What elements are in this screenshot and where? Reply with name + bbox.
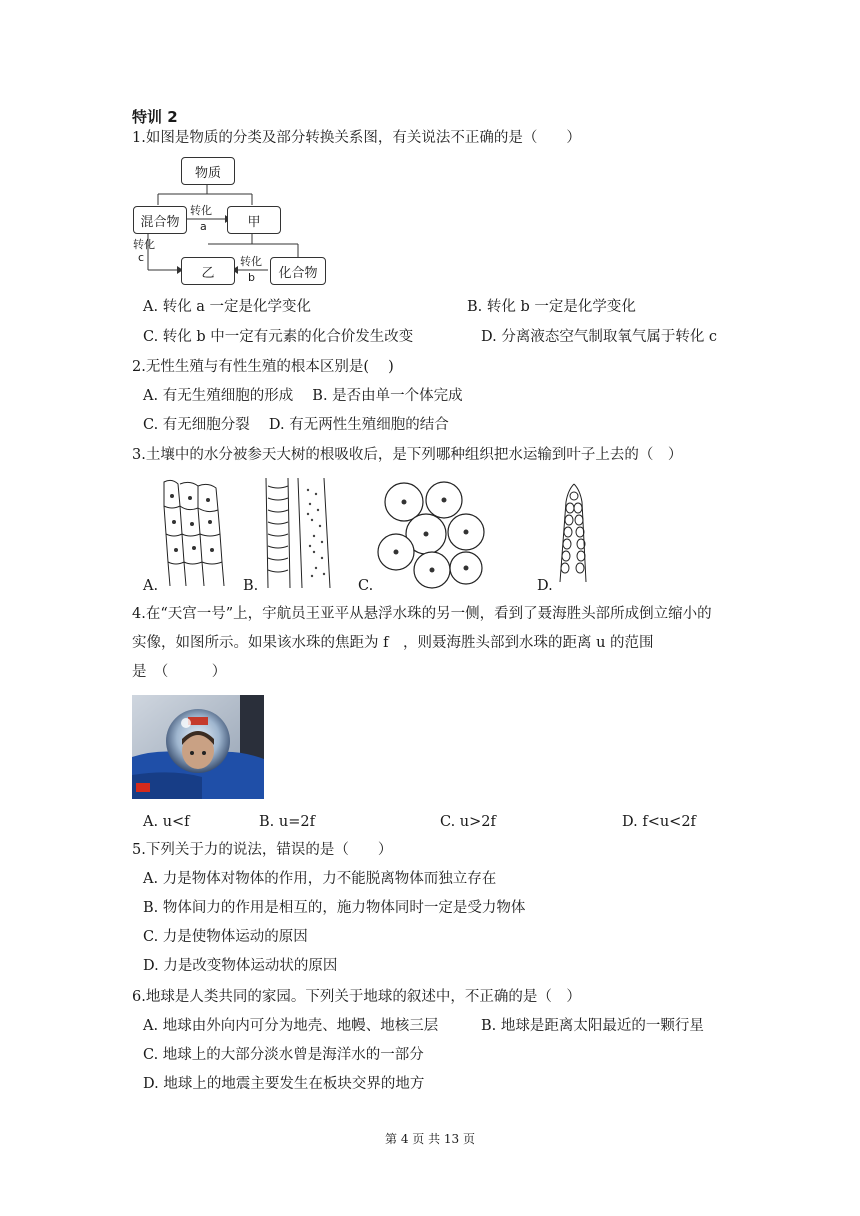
q3-option-b: B. [243,578,259,594]
label-b: b [248,271,255,284]
node-huahewu: 化合物 [270,257,326,285]
label-zhuanhua-c: 转化 [133,238,155,251]
tissue-figure-d [556,482,592,588]
q3-stem: 3.土壤中的水分被参天大树的根吸收后，是下列哪种组织把水运输到叶子上去的（ ） [132,447,683,463]
q6-option-d: D. 地球上的地震主要发生在板块交界的地方 [143,1076,425,1092]
tissue-figure-a [158,478,230,590]
q5-stem: 5.下列关于力的说法，错误的是（ ） [132,842,393,858]
label-zhuanhua-a: 转化 [190,204,212,217]
node-hunhewu: 混合物 [133,206,187,234]
page-footer: 第 4 页 共 13 页 [385,1132,475,1146]
q6-option-c: C. 地球上的大部分淡水曾是海洋水的一部分 [143,1047,424,1063]
q5-option-a: A. 力是物体对物体的作用，力不能脱离物体而独立存在 [143,871,497,887]
q5-option-b: B. 物体间力的作用是相互的，施力物体同时一定是受力物体 [143,900,526,916]
water-droplet-photo [132,695,264,799]
q5-option-d: D. 力是改变物体运动状的原因 [143,958,338,974]
q5-option-c: C. 力是使物体运动的原因 [143,929,308,945]
label-zhuanhua-b: 转化 [240,255,262,268]
q6-stem: 6.地球是人类共同的家园。下列关于地球的叙述中，不正确的是（ ） [132,989,581,1005]
label-c: c [138,251,145,264]
q1-option-a: A. 转化 a 一定是化学变化 [143,299,312,315]
q1-option-b: B. 转化 b 一定是化学变化 [467,299,636,315]
q3-option-d: D. [537,578,553,594]
label-a: a [200,220,207,233]
node-yi: 乙 [181,257,235,285]
node-jia: 甲 [227,206,281,234]
q4-option-a: A. u<f [143,814,190,830]
tissue-figure-c [374,480,494,590]
q6-option-a: A. 地球由外向内可分为地壳、地幔、地核三层 [143,1018,439,1034]
q4-stem-line2: 实像，如图所示。如果该水珠的焦距为 f ，则聂海胜头部到水珠的距离 u 的范围 [132,635,654,651]
q1-option-c: C. 转化 b 中一定有元素的化合价发生改变 [143,329,414,345]
section-title: 特训 2 [132,108,178,126]
tissue-figure-b [258,476,338,590]
q2-stem: 2.无性生殖与有性生殖的根本区别是( ) [132,359,394,375]
q4-option-d: D. f<u<2f [622,814,696,830]
q1-stem: 1.如图是物质的分类及部分转换关系图，有关说法不正确的是（ ） [132,130,581,146]
diagram-connectors [0,0,860,300]
q3-option-a: A. [143,578,159,594]
q2-options-cd: C. 有无细胞分裂 D. 有无两性生殖细胞的结合 [143,417,449,433]
q4-option-b: B. u=2f [259,814,315,830]
node-wuzhi: 物质 [181,157,235,185]
q4-stem-line3: 是 （ ） [132,664,227,680]
q4-stem-line1: 4.在“天宫一号”上，宇航员王亚平从悬浮水珠的另一侧，看到了聂海胜头部所成倒立缩小的 [132,606,712,622]
q1-option-d: D. 分离液态空气制取氧气属于转化 c [481,329,718,345]
q4-option-c: C. u>2f [440,814,496,830]
q2-options-ab: A. 有无生殖细胞的形成 B. 是否由单一个体完成 [143,388,463,404]
q6-option-b: B. 地球是距离太阳最近的一颗行星 [481,1018,704,1034]
q3-option-c: C. [358,578,374,594]
